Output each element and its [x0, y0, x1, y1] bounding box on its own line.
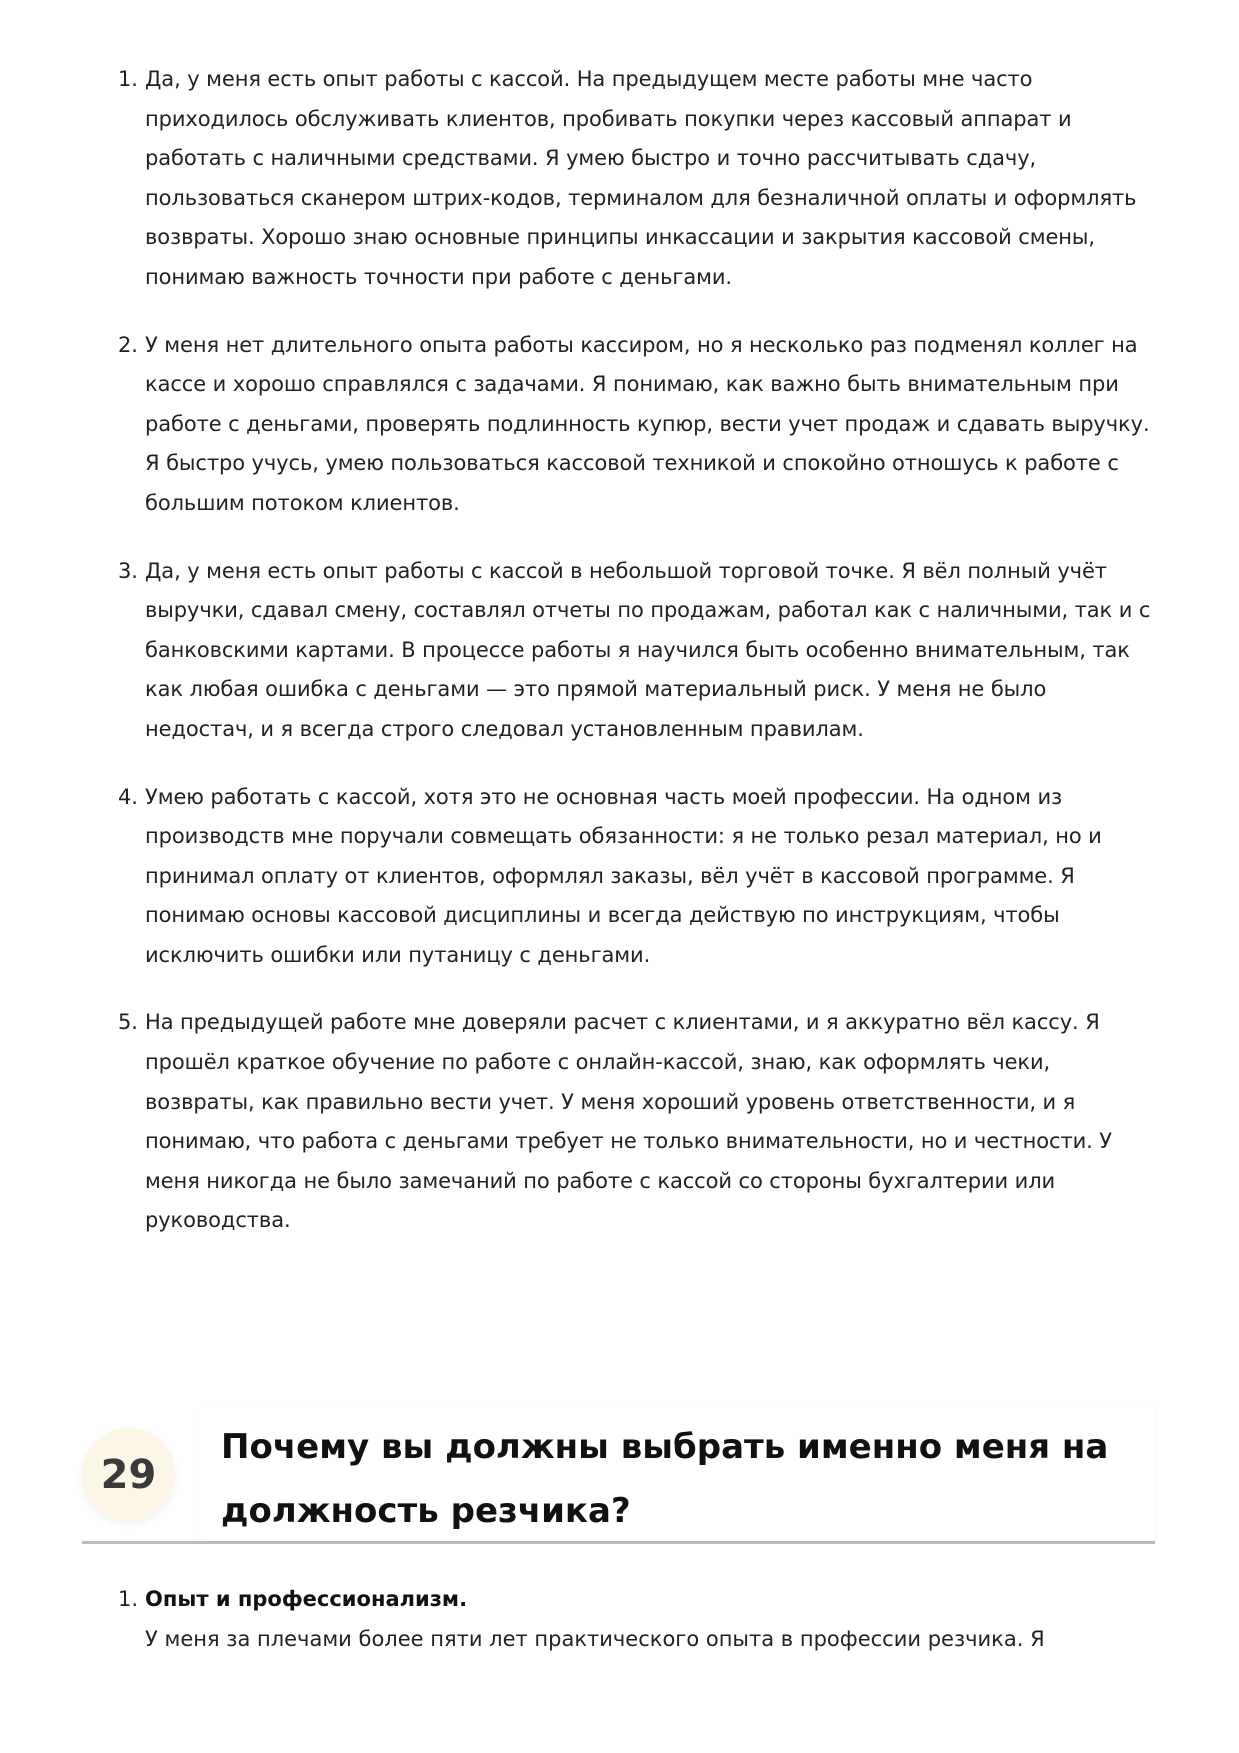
- answer-item: [118, 778, 1158, 976]
- answer-text: Да, у меня есть опыт работы с кассой в небольшой торговой точке. Я вёл полный учёт выручки, сдавал смену, составлял отчеты по продажам, работал как с наличными, так и с банковскими картами. В процессе работы я научился быть особенно внимательным, так как любая ошибка с деньгами — это прямой материальный риск. У меня не было недостач, и я всегда строго следовал установленным правилам.: [145, 558, 1151, 741]
- section-title: Почему вы должны выбрать именно меня на должность резчика?: [221, 1427, 1109, 1531]
- question-number-badge: 29: [82, 1428, 175, 1521]
- reason-title: Опыт и профессионализм.: [145, 1587, 468, 1611]
- answers-list: [118, 60, 1158, 1269]
- answer-number: 1.: [118, 67, 138, 91]
- answer-text: Да, у меня есть опыт работы с кассой. На предыдущем месте работы мне часто приходилось обслуживать клиентов, пробивать покупки через кассовый аппарат и работать с наличными средствами. Я умею быстро и точно рассчитывать сдачу, пользоваться сканером штрих-кодов, терминалом для безналичной оплаты и оформлять возвраты. Хорошо знаю основные принципы инкассации и закрытия кассовой смены, понимаю важность точности при работе с деньгами.: [145, 67, 1137, 289]
- answer-number: 4.: [118, 784, 138, 809]
- answer-text: На предыдущей работе мне доверяли расчет с клиентами, и я аккуратно вёл кассу. Я прошёл краткое обучение по работе с онлайн-кассой, знаю, как оформлять чеки, возвраты, как правильно вести учет. У меня хороший уровень ответственности, и я понимаю, что работа с деньгами требует не только внимательности, но и честности. У меня никогда не было замечаний по работе с кассой со стороны бухгалтерии или руководства.: [145, 1010, 1112, 1233]
- answer-number: 5.: [118, 1010, 138, 1035]
- answer-text: У меня нет длительного опыта работы кассиром, но я несколько раз подменял коллег на кассе и хорошо справлялся с задачами. Я понимаю, как важно быть внимательным при работе с деньгами, проверять подлинность купюр, вести учет продаж и сдавать выручку. Я быстро учусь, умею пользоваться кассовой техникой и спокойно отношусь к работе с большим потоком клиентов.: [145, 332, 1150, 515]
- answer-text: Умею работать с кассой, хотя это не основная часть моей профессии. На одном из производств мне поручали совмещать обязанности: я не только резал материал, но и принимал оплату от клиентов, оформлял заказы, вёл учёт в кассовой программе. Я понимаю основы кассовой дисциплины и всегда действую по инструкциям, чтобы исключить ошибки или путаницу с деньгами.: [145, 784, 1102, 967]
- reason-item: [118, 1580, 1158, 1659]
- reason-number: 1.: [118, 1587, 139, 1611]
- reason-body: У меня за плечами более пяти лет практического опыта в профессии резчика. Я: [145, 1626, 1045, 1651]
- reasons-list: [118, 1580, 1158, 1659]
- answer-number: 2.: [118, 332, 138, 357]
- answer-item: [118, 1003, 1158, 1241]
- answer-number: 3.: [118, 558, 138, 583]
- answer-item: [118, 552, 1158, 750]
- answer-item: [118, 60, 1158, 298]
- answer-item: [118, 326, 1158, 524]
- section-header: [82, 1405, 1155, 1544]
